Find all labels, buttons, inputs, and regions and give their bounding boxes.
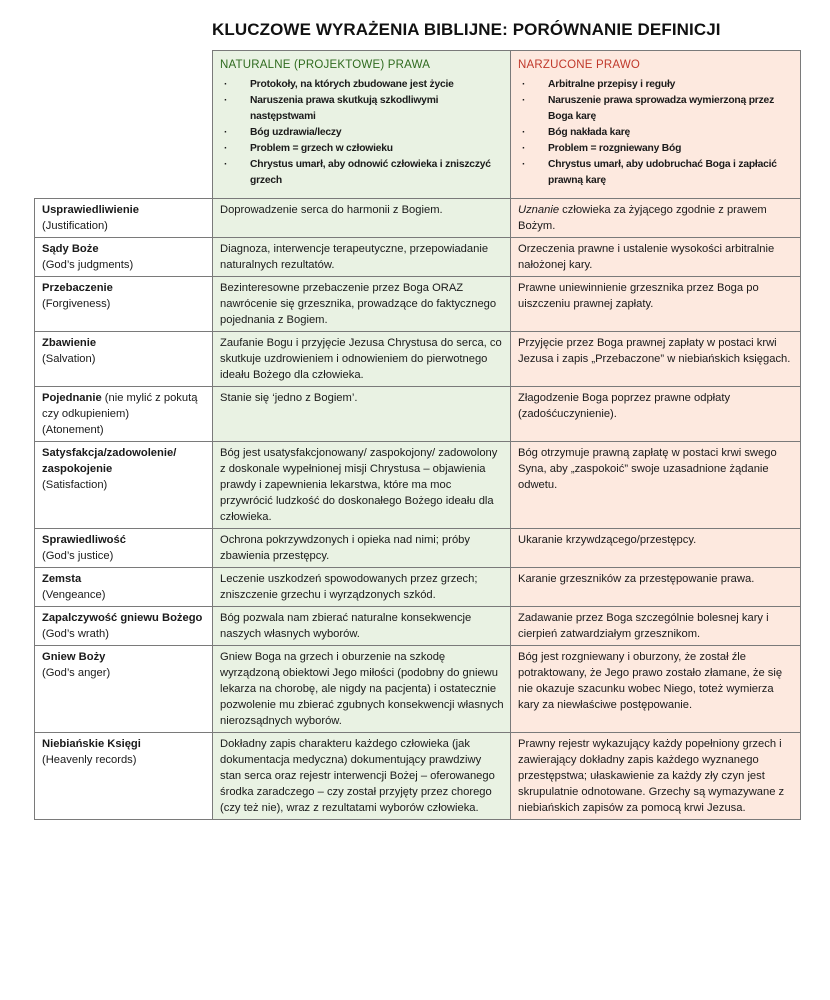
bullet-icon: · [224, 95, 228, 106]
natural-law-label: NATURALNE (PROJEKTOWE) PRAWA [220, 59, 431, 71]
table-row [35, 733, 801, 820]
natural-definition-cell [213, 277, 511, 332]
imposed-definition-cell [511, 238, 801, 277]
natural-law-header [213, 51, 511, 199]
natural-definition: Doprowadzenie serca do harmonii z Bogiem. [220, 204, 443, 216]
imposed-point [518, 93, 794, 125]
imposed-definition: Bóg otrzymuje prawną zapłatę w postaci krwi swego Syna, aby „zaspokoić” swoje uzasadnione żądanie odwetu. [518, 447, 777, 491]
table-row [35, 387, 801, 442]
imposed-law-points [518, 77, 794, 189]
imposed-definition: Bóg jest rozgniewany i oburzony, że został źle potraktowany, że Jego prawo zostało złamane, że się nie okazuje szacunku wobec Niego, toteż wymierza kary za niewłaściwe postępowanie. [518, 651, 783, 711]
term-english: (Satisfaction) [42, 479, 108, 491]
bullet-icon: · [224, 127, 228, 138]
term-cell [35, 238, 213, 277]
natural-definition-cell [213, 442, 511, 529]
natural-point-text: Problem = grzech w człowieku [250, 143, 393, 154]
natural-point [220, 125, 504, 141]
imposed-definition-cell [511, 387, 801, 442]
natural-point-text: Protokoły, na których zbudowane jest życie [250, 79, 454, 90]
imposed-definition-cell [511, 277, 801, 332]
imposed-point [518, 141, 794, 157]
imposed-definition: Karanie grzeszników za przestępowanie prawa. [518, 573, 755, 585]
imposed-definition-cell [511, 199, 801, 238]
imposed-definition: Orzeczenia prawne i ustalenie wysokości arbitralnie nałożonej kary. [518, 243, 775, 271]
term-cell [35, 646, 213, 733]
natural-definition-cell [213, 646, 511, 733]
natural-point [220, 77, 504, 93]
imposed-definition: Przyjęcie przez Boga prawnej zapłaty w postaci krwi Jezusa i zapis „Przebaczone” w niebiańskich księgach. [518, 337, 791, 365]
term-english: (God’s anger) [42, 667, 111, 679]
natural-definition: Ochrona pokrzywdzonych i opieka nad nimi; próby zbawienia przestępcy. [220, 534, 470, 562]
table-row [35, 332, 801, 387]
natural-point [220, 93, 504, 125]
natural-definition: Gniew Boga na grzech i oburzenie na szkodę wyrządzoną obiektowi Jego miłości (podobny do gniewu lekarza na chorobę, ale nigdy na pacjenta) i ostatecznie pozwolenie mu zbierać zgubnych konsekwencji własnych nierozsądnych wyborów. [220, 651, 504, 727]
term-cell [35, 387, 213, 442]
term-name: Satysfakcja/zadowolenie/ zaspokojenie [42, 447, 177, 475]
imposed-law-label: NARZUCONE PRAWO [518, 59, 641, 71]
imposed-definition: człowieka za żyjącego zgodnie z prawem Bożym. [518, 204, 767, 232]
table-row [35, 607, 801, 646]
imposed-point-text: Problem = rozgniewany Bóg [548, 143, 682, 154]
table-row [35, 568, 801, 607]
imposed-definition-cell [511, 442, 801, 529]
term-english: (God’s wrath) [42, 628, 109, 640]
imposed-definition: Złagodzenie Boga poprzez prawne odpłaty (zadośćuczynienie). [518, 392, 731, 420]
bullet-icon: · [522, 159, 526, 170]
natural-point [220, 141, 504, 157]
imposed-point-text: Arbitralne przepisy i reguły [548, 79, 676, 90]
natural-law-points [220, 77, 504, 189]
natural-definition: Dokładny zapis charakteru każdego człowieka (jak dokumentacja medyczna) dokumentujący prawdziwy stan serca oraz rejestr interwencji Bożej – oferowanego środka zaradczego – czy został przyjęty przez chorego (czy też nie), wraz z rezultatami wyborów człowieka. [220, 738, 495, 814]
natural-point-text: Bóg uzdrawia/leczy [250, 127, 342, 138]
natural-definition: Diagnoza, interwencje terapeutyczne, przepowiadanie naturalnych rezultatów. [220, 243, 489, 271]
term-cell [35, 529, 213, 568]
natural-definition: Zaufanie Bogu i przyjęcie Jezusa Chrystusa do serca, co skutkuje uzdrowieniem i odnowieniem do pierwotnego ideału Bożego dla człowieka. [220, 337, 502, 381]
term-name: Gniew Boży [42, 651, 106, 663]
bullet-icon: · [522, 143, 526, 154]
natural-definition-cell [213, 568, 511, 607]
table-row [35, 442, 801, 529]
natural-definition: Leczenie uszkodzeń spowodowanych przez grzech; zniszczenie grzechu i wyrządzonych szkód. [220, 573, 478, 601]
imposed-point [518, 77, 794, 93]
natural-definition: Bóg jest usatysfakcjonowany/ zaspokojony/ zadowolony z doskonale wypełnionej misji Chrystusa – objawienia prawdy i zapewnienia lekarstwa, które ma moc przywrócić ludzkość do doskonałego Bożego ideału dla człowieka. [220, 447, 498, 523]
natural-definition-cell [213, 199, 511, 238]
imposed-law-header [511, 51, 801, 199]
table-row [35, 277, 801, 332]
term-english: (Salvation) [42, 353, 96, 365]
term-name: Sądy Boże [42, 243, 99, 255]
natural-definition: Stanie się ‘jedno z Bogiem’. [220, 392, 358, 404]
term-english: (Heavenly records) [42, 754, 137, 766]
natural-definition-cell [213, 332, 511, 387]
term-name: Zapalczywość gniewu Bożego [42, 612, 203, 624]
term-cell [35, 199, 213, 238]
bullet-icon: · [224, 79, 228, 90]
imposed-definition-cell [511, 646, 801, 733]
term-name: Zemsta [42, 573, 82, 585]
natural-point-text: Chrystus umarł, aby odnowić człowieka i zniszczyć grzech [250, 159, 491, 186]
bullet-icon: · [224, 143, 228, 154]
imposed-definition-cell [511, 568, 801, 607]
natural-definition-cell [213, 529, 511, 568]
term-cell [35, 277, 213, 332]
page-title: KLUCZOWE WYRAŻENIA BIBLIJNE: PORÓWNANIE DEFINICJI [212, 20, 721, 39]
natural-definition: Bóg pozwala nam zbierać naturalne konsekwencje naszych własnych wyborów. [220, 612, 472, 640]
natural-point-text: Naruszenia prawa skutkują szkodliwymi następstwami [250, 95, 439, 122]
natural-definition-cell [213, 733, 511, 820]
term-name: Pojednanie [42, 392, 102, 404]
term-name: Niebiańskie Księgi [42, 738, 141, 750]
bullet-icon: · [224, 159, 228, 170]
imposed-definition-cell [511, 733, 801, 820]
imposed-point-text: Bóg nakłada karę [548, 127, 631, 138]
term-name: Sprawiedliwość [42, 534, 126, 546]
term-cell [35, 332, 213, 387]
imposed-point-text: Chrystus umarł, aby udobruchać Boga i zapłacić prawną karę [548, 159, 777, 186]
term-note: (nie mylić z pokutą czy odkupieniem) [42, 392, 198, 420]
table-row [35, 238, 801, 277]
header-empty-cell [35, 51, 213, 199]
term-cell [35, 442, 213, 529]
term-english: (Forgiveness) [42, 298, 111, 310]
imposed-definition: Prawny rejestr wykazujący każdy popełniony grzech i zawierający dokładny zapis każdego wyznanego przestępstwa; ułaskawienie za każdy zły czyn jest skrupulatnie odnotowane. Grzechy są wymazywane z niebiańskich zapisów za pomocą krwi Jezusa. [518, 738, 785, 814]
term-name: Usprawiedliwienie [42, 204, 139, 216]
term-cell [35, 607, 213, 646]
imposed-point [518, 157, 794, 189]
natural-definition-cell [213, 607, 511, 646]
term-name: Zbawienie [42, 337, 97, 349]
term-cell [35, 733, 213, 820]
table-row [35, 199, 801, 238]
imposed-definition-cell [511, 332, 801, 387]
term-english: (God’s judgments) [42, 259, 134, 271]
comparison-table [34, 50, 801, 820]
imposed-definition-cell [511, 607, 801, 646]
term-english: (Vengeance) [42, 589, 106, 601]
table-row [35, 646, 801, 733]
imposed-definition: Ukaranie krzywdzącego/przestępcy. [518, 534, 697, 546]
table-row [35, 529, 801, 568]
term-english: (Atonement) [42, 424, 104, 436]
imposed-point-text: Naruszenie prawa sprowadza wymierzoną przez Boga karę [548, 95, 775, 122]
natural-point [220, 157, 504, 189]
natural-definition: Bezinteresowne przebaczenie przez Boga ORAZ nawrócenie się grzesznika, prowadzące do faktycznego pojednania z Bogiem. [220, 282, 497, 326]
natural-definition-cell [213, 238, 511, 277]
natural-definition-cell [213, 387, 511, 442]
term-english: (God’s justice) [42, 550, 114, 562]
bullet-icon: · [522, 79, 526, 90]
header-row [35, 51, 801, 199]
term-cell [35, 568, 213, 607]
bullet-icon: · [522, 127, 526, 138]
term-name: Przebaczenie [42, 282, 113, 294]
imposed-definition: Zadawanie przez Boga szczególnie bolesnej kary i cierpień zatwardziałym grzesznikom. [518, 612, 769, 640]
bullet-icon: · [522, 95, 526, 106]
imposed-definition: Prawne uniewinnienie grzesznika przez Boga po uiszczeniu prawnej zapłaty. [518, 282, 759, 310]
imposed-point [518, 125, 794, 141]
term-english: (Justification) [42, 220, 108, 232]
imposed-definition-cell [511, 529, 801, 568]
imposed-definition-emphasis: Uznanie [518, 204, 560, 216]
